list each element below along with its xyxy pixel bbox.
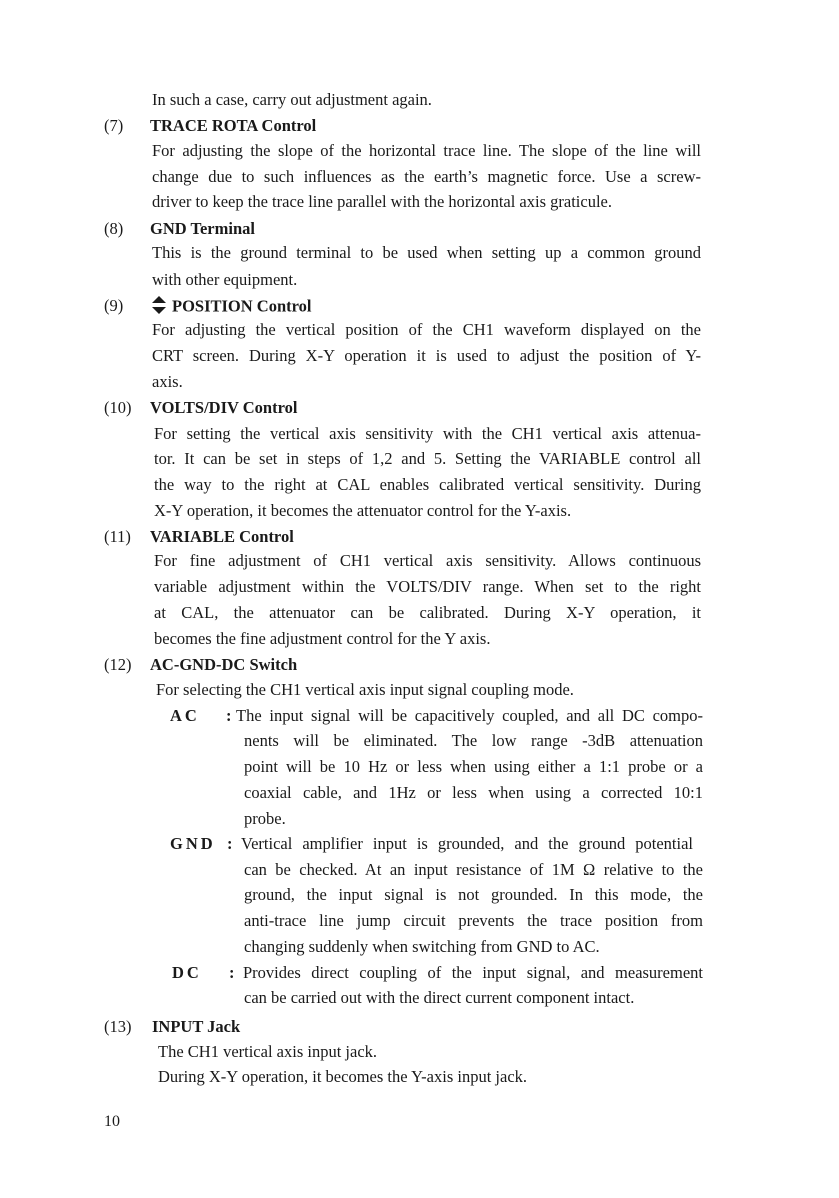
up-down-arrow-icon: [152, 296, 166, 319]
body-line: X-Y operation, it becomes the attenuator control for the Y-axis.: [154, 501, 572, 520]
section-number: (9): [104, 296, 124, 315]
mode-colon: :: [229, 963, 235, 982]
intro-text: In such a case, carry out adjustment again.: [152, 90, 432, 109]
section-heading: INPUT Jack: [152, 1017, 241, 1036]
mode-line: anti-trace line jump circuit prevents the trace position from: [244, 911, 703, 930]
body-line: becomes the fine adjustment control for the Y axis.: [154, 629, 491, 648]
mode-line: probe.: [244, 809, 286, 828]
section-number: (11): [104, 527, 131, 546]
body-line: axis.: [152, 372, 183, 391]
mode-colon: :: [227, 834, 233, 853]
body-line: tor. It can be set in steps of 1,2 and 5. Setting the VARIABLE control all: [154, 449, 701, 468]
body-line: For adjusting the slope of the horizontal trace line. The slope of the line will: [152, 141, 701, 160]
section-heading: VARIABLE Control: [150, 527, 294, 546]
mode-line: The input signal will be capacitively coupled, and all DC compo-: [236, 706, 703, 725]
body-line: with other equipment.: [152, 270, 298, 289]
section-number: (8): [104, 219, 124, 238]
section-number: (10): [104, 398, 132, 417]
section-heading: GND Terminal: [150, 219, 255, 238]
body-line: CRT screen. During X-Y operation it is used to adjust the position of Y-: [152, 346, 701, 365]
body-line: at CAL, the attenuator can be calibrated. During X-Y operation, it: [154, 603, 701, 622]
page-number: 10: [104, 1113, 120, 1130]
body-line: change due to such influences as the earth’s magnetic force. Use a screw-: [152, 167, 701, 186]
body-line: During X-Y operation, it becomes the Y-axis input jack.: [158, 1067, 528, 1086]
mode-label: AC: [170, 706, 200, 725]
mode-line: can be carried out with the direct current component intact.: [244, 988, 635, 1007]
mode-line: ground, the input signal is not grounded. In this mode, the: [244, 885, 703, 904]
mode-line: Provides direct coupling of the input signal, and measurement: [243, 963, 703, 982]
body-line: For adjusting the vertical position of the CH1 waveform displayed on the: [152, 320, 701, 339]
section-number: (12): [104, 655, 132, 674]
section-heading: VOLTS/DIV Control: [150, 398, 298, 417]
mode-line: point will be 10 Hz or less when using either a 1:1 probe or a: [244, 757, 703, 776]
section-heading: POSITION Control: [172, 296, 312, 316]
mode-colon: :: [226, 706, 232, 725]
mode-label: GND: [170, 834, 216, 853]
section-number: (7): [104, 116, 124, 135]
section-heading: AC-GND-DC Switch: [150, 655, 298, 674]
mode-line: can be checked. At an input resistance of 1M Ω relative to the: [244, 860, 703, 879]
mode-line: changing suddenly when switching from GND to AC.: [244, 937, 600, 956]
body-line: The CH1 vertical axis input jack.: [158, 1042, 378, 1061]
mode-line: coaxial cable, and 1Hz or less when using a corrected 10:1: [244, 783, 703, 802]
mode-line: Vertical amplifier input is grounded, and the ground potential: [241, 834, 693, 853]
body-line: variable adjustment within the VOLTS/DIV range. When set to the right: [154, 577, 701, 596]
section-heading-row: [152, 296, 312, 319]
body-line: the way to the right at CAL enables calibrated vertical sensitivity. During: [154, 475, 701, 494]
mode-label: DC: [172, 963, 202, 982]
section-number: (13): [104, 1017, 132, 1036]
body-line: For fine adjustment of CH1 vertical axis sensitivity. Allows continuous: [154, 551, 701, 570]
body-line: driver to keep the trace line parallel with the horizontal axis graticule.: [152, 192, 612, 211]
section-heading: TRACE ROTA Control: [150, 116, 317, 135]
body-line: For setting the vertical axis sensitivity with the CH1 vertical axis attenua-: [154, 424, 701, 443]
body-line: For selecting the CH1 vertical axis input signal coupling mode.: [156, 680, 574, 699]
mode-line: nents will be eliminated. The low range -3dB attenuation: [244, 731, 703, 750]
body-line: This is the ground terminal to be used when setting up a common ground: [152, 243, 701, 262]
